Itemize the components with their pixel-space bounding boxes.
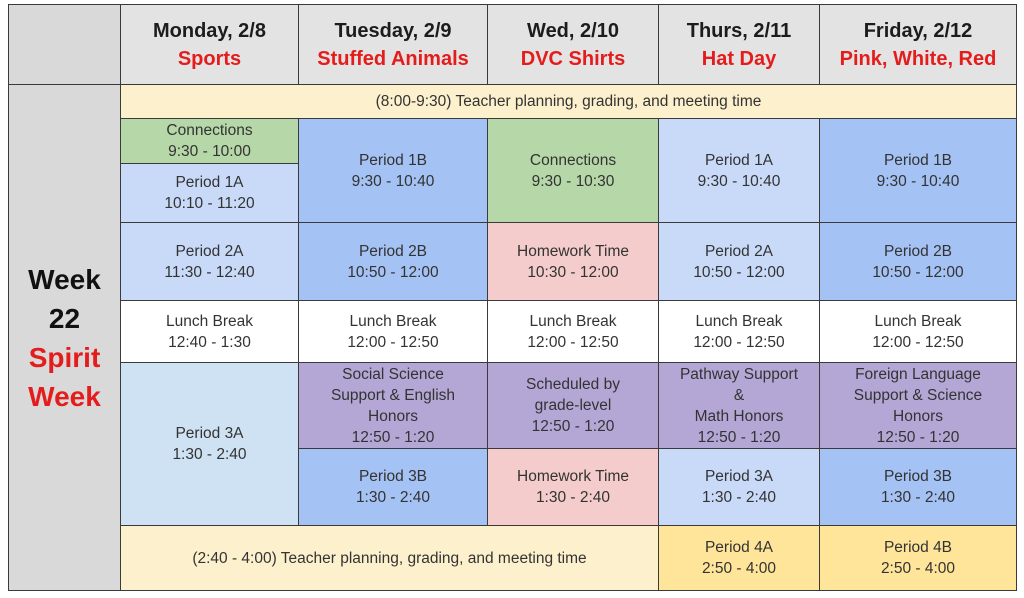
block-name-line-3: Honors (893, 407, 943, 425)
block-time: 10:50 - 12:00 (347, 263, 439, 281)
block-name-line-1: Foreign Language (855, 365, 981, 383)
day-label: Thurs, 2/11 (686, 19, 792, 42)
fri-period-4b (820, 526, 1017, 591)
tue-period-3b (299, 449, 488, 526)
header-monday (121, 5, 299, 85)
mon-connections (121, 119, 299, 164)
block-name: Homework Time (517, 468, 629, 485)
spirit-theme: Sports (177, 47, 242, 70)
tue-lunch-break (299, 301, 488, 363)
wed-connections (488, 119, 659, 223)
header-thursday (659, 5, 820, 85)
block-time: 12:00 - 12:50 (347, 333, 439, 351)
block-name: Period 2A (175, 242, 244, 260)
header-wednesday (488, 5, 659, 85)
spirit-theme: Hat Day (701, 47, 777, 70)
block-time: 2:50 - 4:00 (701, 560, 777, 577)
fri-foreign-language-support (820, 363, 1017, 449)
corner-cell (9, 5, 121, 85)
block-time: 9:30 - 10:40 (351, 172, 435, 190)
mon-period-2a (121, 223, 299, 301)
block-name: Lunch Break (695, 312, 783, 330)
day-label: Friday, 2/12 (863, 19, 973, 42)
day-label: Monday, 2/8 (153, 19, 266, 42)
tue-period-2b (299, 223, 488, 301)
block-name-line-1: Social Science (342, 365, 444, 383)
mon-period-1a (121, 164, 299, 223)
block-time: 9:30 - 10:40 (697, 172, 781, 190)
block-time: 12:50 - 1:20 (351, 428, 435, 446)
block-time: 1:30 - 2:40 (355, 489, 431, 506)
block-name-line-2: & (733, 386, 745, 404)
block-time: 1:30 - 2:40 (172, 446, 247, 463)
day-label: Wed, 2/10 (527, 19, 619, 42)
block-name: Homework Time (517, 242, 629, 260)
block-name: Period 3B (883, 468, 953, 485)
block-name: Period 2B (358, 242, 428, 260)
block-name-line-2: Support & Science (853, 386, 983, 404)
block-time: 12:00 - 12:50 (872, 333, 964, 351)
block-name-line-2: Support & English (330, 386, 456, 404)
block-name-line-1: Scheduled by (526, 376, 620, 393)
morning-planning-bar (121, 85, 1017, 119)
block-time: 1:30 - 2:40 (701, 489, 777, 506)
fri-period-3b (820, 449, 1017, 526)
block-name-line-2: grade-level (534, 397, 612, 414)
block-time: 12:50 - 1:20 (531, 418, 615, 435)
block-name-line-3: Math Honors (694, 407, 784, 425)
wed-scheduled-by-grade (488, 363, 659, 449)
fri-period-1b (820, 119, 1017, 223)
block-name: Period 2A (704, 242, 774, 260)
block-time: 1:30 - 2:40 (880, 489, 956, 506)
day-label: Tuesday, 2/9 (334, 19, 452, 42)
block-name: Connections (529, 151, 617, 169)
spirit-word: Spirit (28, 341, 101, 373)
block-name: Period 3A (704, 468, 774, 485)
block-name: Period 4A (704, 539, 774, 556)
block-time: 1:30 - 2:40 (535, 489, 611, 506)
block-time: 10:50 - 12:00 (872, 263, 964, 281)
week-label-cell (9, 85, 121, 591)
block-name: Lunch Break (165, 312, 254, 330)
fri-lunch-break (820, 301, 1017, 363)
week-word: Week (28, 263, 101, 295)
wed-homework-time (488, 223, 659, 301)
spirit-theme: Pink, White, Red (839, 47, 997, 70)
block-name: Period 4B (883, 539, 953, 556)
block-time: 11:30 - 12:40 (164, 263, 255, 281)
tue-period-1b (299, 119, 488, 223)
thu-period-3a (659, 449, 820, 526)
block-time: 2:50 - 4:00 (880, 560, 956, 577)
wed-lunch-break (488, 301, 659, 363)
block-name: Lunch Break (529, 312, 617, 330)
block-name: Connections (166, 122, 253, 139)
block-name: Lunch Break (349, 312, 437, 330)
block-time: 12:40 - 1:30 (168, 333, 251, 351)
block-time: 10:30 - 12:00 (527, 263, 619, 281)
morning-planning-text: (8:00-9:30) Teacher planning, grading, and meeting time (375, 93, 762, 110)
mon-period-3a (121, 363, 299, 526)
thu-pathway-support (659, 363, 820, 449)
thu-period-1a (659, 119, 820, 223)
block-name: Period 1A (175, 174, 244, 191)
block-name: Period 1B (358, 151, 428, 169)
block-name: Lunch Break (874, 312, 962, 330)
block-name: Period 1B (883, 151, 953, 169)
block-name: Period 3B (358, 468, 428, 485)
header-friday (820, 5, 1017, 85)
spirit-week-word: Week (28, 380, 101, 412)
afternoon-planning-text: (2:40 - 4:00) Teacher planning, grading, and meeting time (192, 549, 587, 567)
block-time: 9:30 - 10:30 (531, 172, 615, 190)
block-name: Period 1A (704, 151, 774, 169)
thu-period-2a (659, 223, 820, 301)
block-name: Period 2B (883, 242, 953, 260)
block-name: Period 3A (175, 425, 244, 442)
block-time: 9:30 - 10:00 (168, 143, 251, 160)
block-name-line-1: Pathway Support (679, 365, 799, 383)
thu-period-4a (659, 526, 820, 591)
afternoon-planning-bar (121, 526, 659, 591)
week-number: 22 (48, 302, 81, 334)
week-schedule-table (8, 4, 1017, 591)
block-time: 12:50 - 1:20 (697, 428, 781, 446)
block-time: 12:50 - 1:20 (876, 428, 960, 446)
wed-homework-time-2 (488, 449, 659, 526)
tue-social-science-support (299, 363, 488, 449)
mon-lunch-break (121, 301, 299, 363)
block-time: 12:00 - 12:50 (693, 333, 785, 351)
block-time: 12:00 - 12:50 (527, 333, 619, 351)
spirit-theme: DVC Shirts (520, 47, 626, 70)
thu-lunch-break (659, 301, 820, 363)
fri-period-2b (820, 223, 1017, 301)
spirit-theme: Stuffed Animals (317, 47, 469, 70)
block-time: 10:10 - 11:20 (164, 195, 255, 212)
block-time: 10:50 - 12:00 (693, 263, 785, 281)
header-tuesday (299, 5, 488, 85)
block-time: 9:30 - 10:40 (876, 172, 960, 190)
block-name-line-3: Honors (368, 407, 418, 425)
